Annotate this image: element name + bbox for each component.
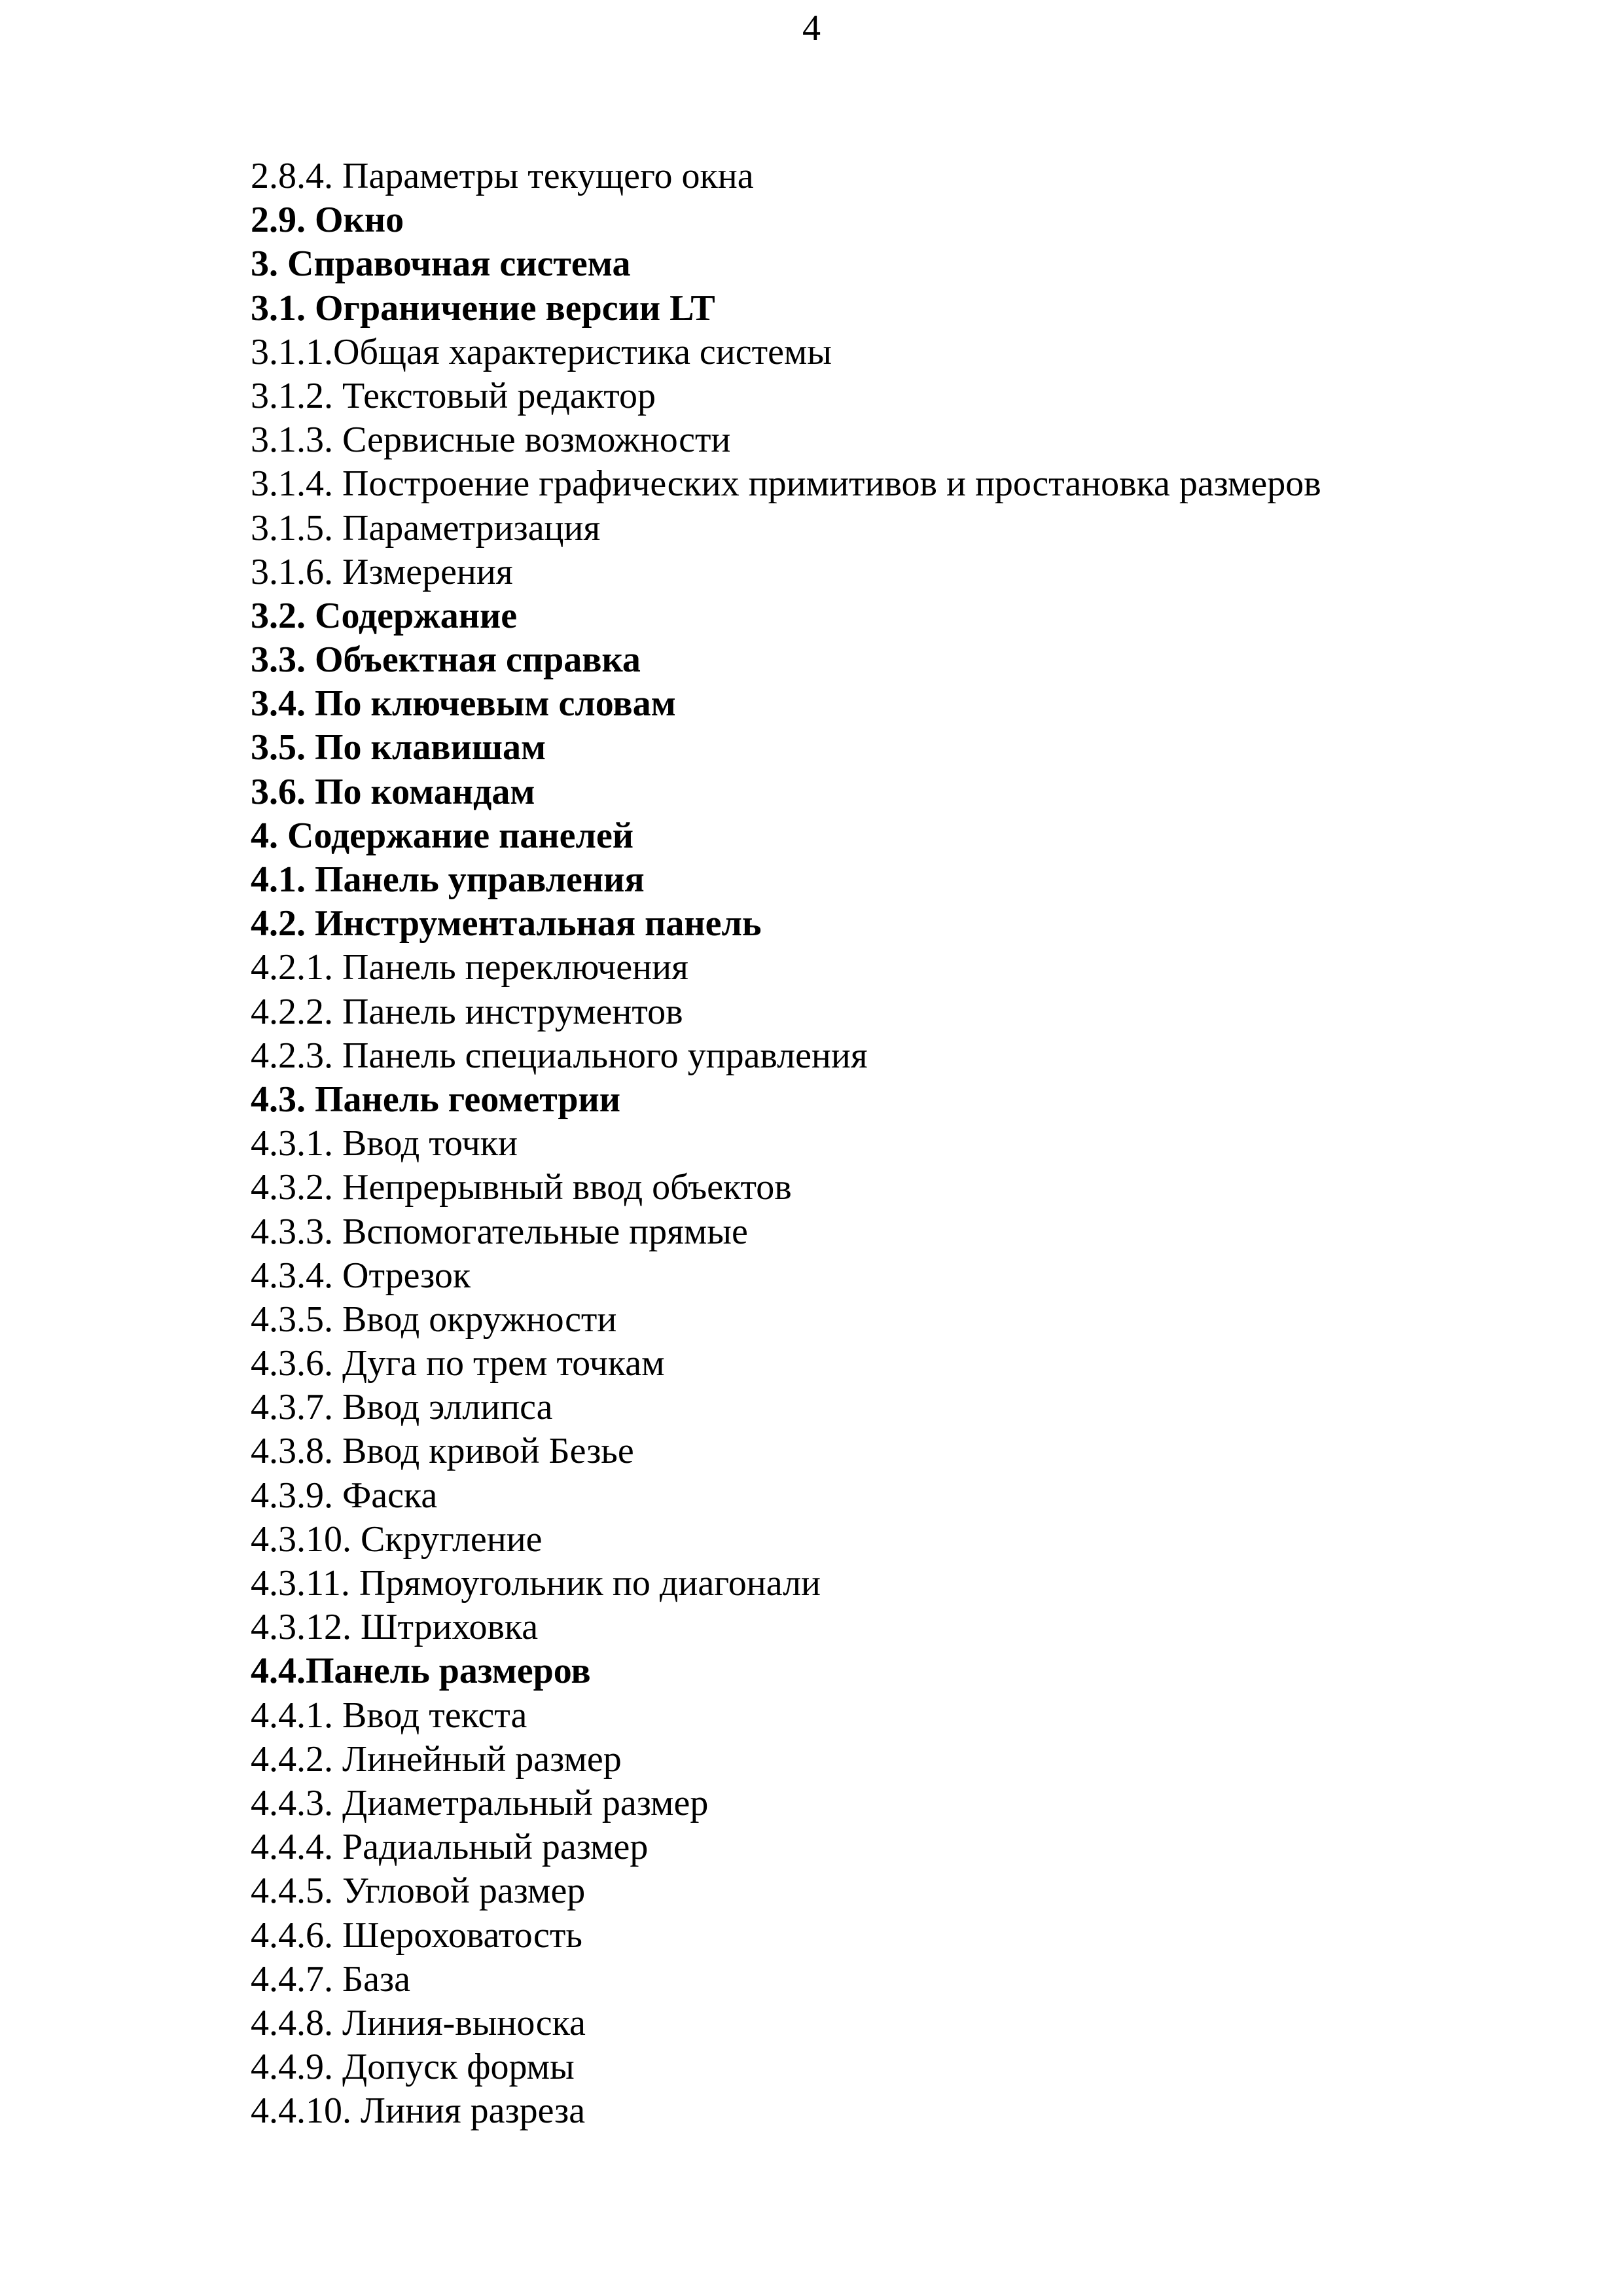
toc-entry: 4.3.2. Непрерывный ввод объектов: [251, 1167, 792, 1208]
toc-entry: 4.4.6. Шероховатость: [251, 1914, 582, 1956]
toc-entry: 4.4.Панель размеров: [251, 1651, 591, 1692]
toc-entry: 4.2.2. Панель инструментов: [251, 991, 683, 1032]
toc-entry: 4.4.10. Линия разреза: [251, 2090, 586, 2132]
toc-entry: 4.3.3. Вспомогательные прямые: [251, 1211, 748, 1252]
toc-entry: 4.3.10. Скругление: [251, 1518, 543, 1560]
toc-entry: 4.4.7. База: [251, 1958, 410, 2000]
toc-entry: 4.2. Инструментальная панель: [251, 903, 762, 944]
toc-entry: 4.2.3. Панель специального управления: [251, 1035, 868, 1076]
toc-entry: 4.1. Панель управления: [251, 859, 645, 900]
toc-entry: 4.3.4. Отрезок: [251, 1255, 471, 1296]
toc-entry: 4.2.1. Панель переключения: [251, 947, 688, 988]
toc-entry: 4.3.11. Прямоугольник по диагонали: [251, 1563, 821, 1604]
toc-entry: 3. Справочная система: [251, 243, 631, 285]
toc-entry: 4.4.8. Линия-выноска: [251, 2002, 586, 2043]
toc-entry: 4.4.2. Линейный размер: [251, 1738, 622, 1780]
toc-entry: 4.4.9. Допуск формы: [251, 2047, 575, 2088]
toc-entry: 4.3.8. Ввод кривой Безье: [251, 1431, 634, 1472]
toc-entry: 2.8.4. Параметры текущего окна: [251, 156, 754, 196]
toc-entry: 3.3. Объектная справка: [251, 639, 641, 681]
toc-entry: 3.2. Содержание: [251, 595, 518, 636]
toc-entry: 4. Содержание панелей: [251, 815, 634, 856]
page-number: 4: [802, 8, 821, 48]
toc-entry: 3.1.5. Параметризация: [251, 507, 601, 548]
toc-entry: 3.5. По клавишам: [251, 727, 546, 768]
toc-entry: 4.4.5. Угловой размер: [251, 1871, 586, 1912]
toc-entry: 3.1.1.Общая характеристика системы: [251, 331, 832, 372]
toc-entry: 4.3. Панель геометрии: [251, 1079, 621, 1120]
toc-entry: 3.1.6. Измерения: [251, 551, 513, 592]
toc-entry: 4.4.3. Диаметральный размер: [251, 1782, 709, 1823]
toc-entry: 3.6. По командам: [251, 771, 535, 812]
toc-entry: 4.3.12. Штриховка: [251, 1607, 539, 1648]
toc-entry: 4.3.5. Ввод окружности: [251, 1299, 617, 1340]
toc-entry: 4.3.7. Ввод эллипса: [251, 1387, 553, 1428]
toc-entry: 4.3.1. Ввод точки: [251, 1123, 518, 1164]
toc-entry: 4.4.4. Радиальный размер: [251, 1827, 649, 1868]
toc-entry: 4.3.6. Дуга по трем точкам: [251, 1343, 665, 1384]
toc-entry: 4.4.1. Ввод текста: [251, 1695, 527, 1736]
toc-entry: 3.1. Ограничение версии LT: [251, 287, 715, 329]
toc-entry: 4.3.9. Фаска: [251, 1475, 438, 1516]
toc-entry: 3.4. По ключевым словам: [251, 683, 676, 725]
table-of-contents: [251, 154, 1321, 2133]
toc-entry: 3.1.3. Сервисные возможности: [251, 420, 731, 461]
toc-entry: 3.1.2. Текстовый редактор: [251, 375, 656, 416]
toc-entry: 3.1.4. Построение графических примитивов и простановка размеров: [251, 463, 1321, 505]
toc-entry: 2.9. Окно: [251, 200, 404, 241]
